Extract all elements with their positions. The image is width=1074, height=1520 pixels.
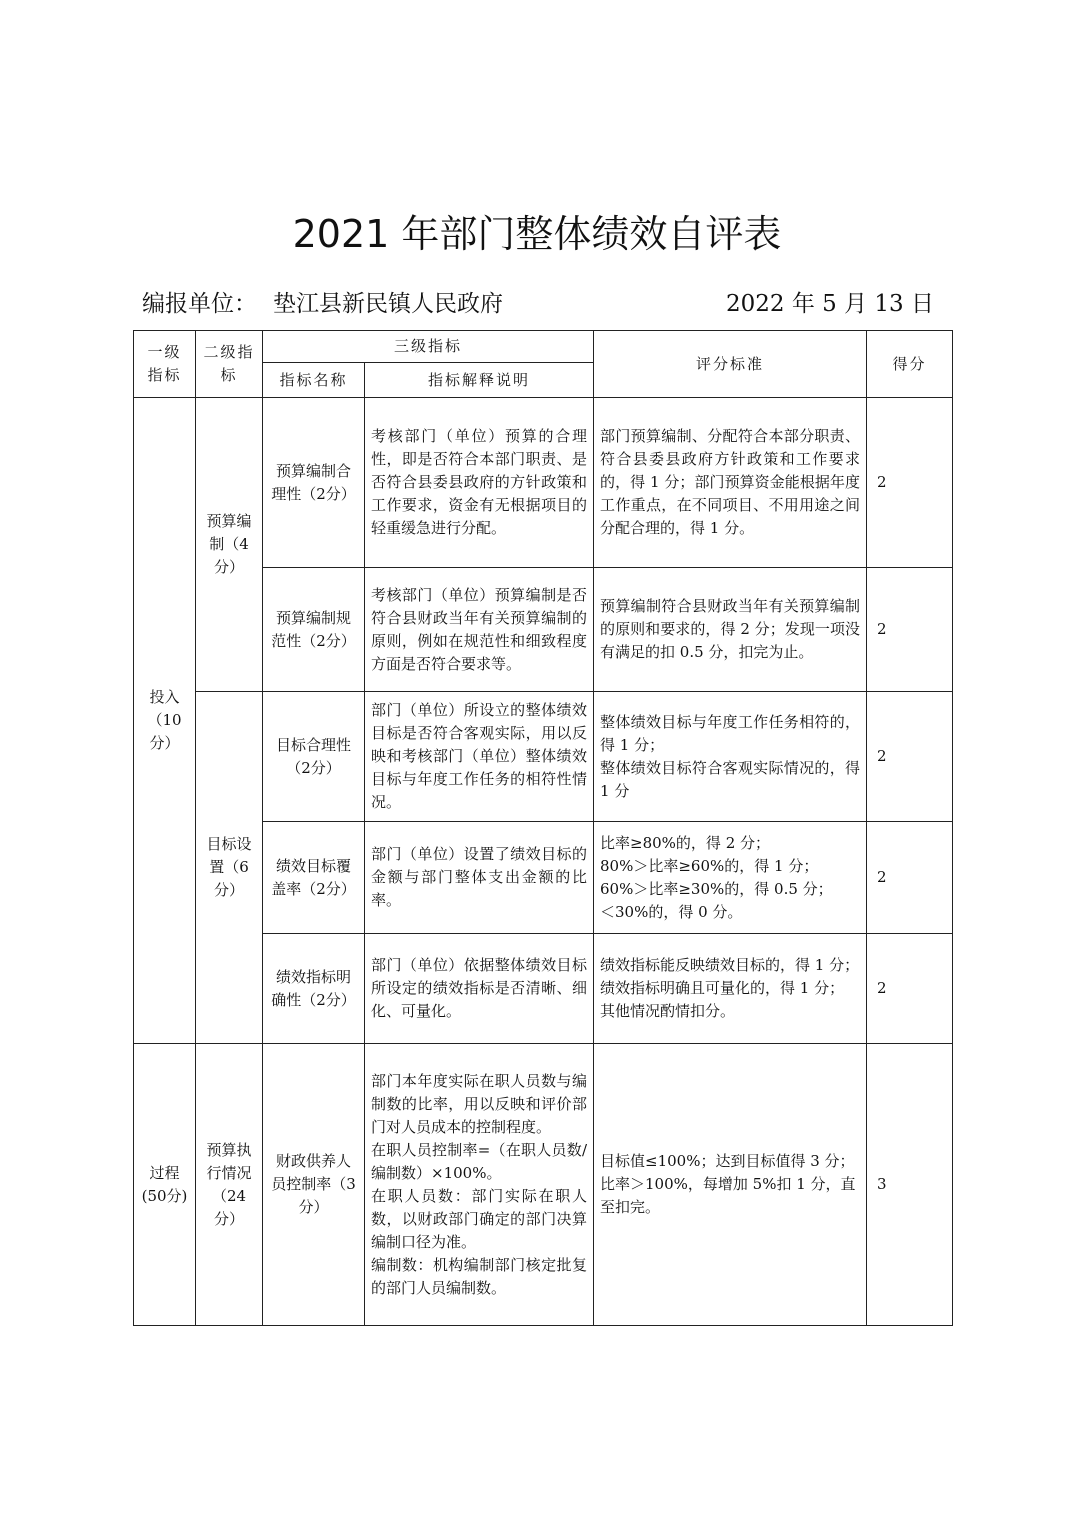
table-row [134, 1044, 953, 1326]
indicator-criteria: 比率≥80%的，得 2 分； 80%＞比率≥60%的，得 1 分； 60%＞比率≥30%的，得 0.5 分； ＜30%的，得 0 分。 [594, 822, 867, 934]
evaluation-table [133, 330, 953, 1326]
indicator-desc: 部门本年度实际在职人员数与编制数的比率，用以反映和评价部门对人员成本的控制程度。 在职人员控制率=（在职人员数/编制数）×100%。 在职人员数：部门实际在职人数，以财政部门确定的部门决算编制口径为准。 编制数：机构编制部门核定批复的部门人员编制数。 [365, 1044, 594, 1326]
indicator-desc: 部门（单位）所设立的整体绩效目标是否符合客观实际，用以反映和考核部门（单位）整体绩效目标与年度工作任务的相符性情况。 [365, 692, 594, 822]
subgroup-budget: 预算编制（4分） [196, 398, 263, 692]
indicator-name: 预算编制合理性（2分） [263, 398, 365, 568]
indicator-name: 财政供养人员控制率（3分） [263, 1044, 365, 1326]
indicator-name: 目标合理性（2分） [263, 692, 365, 822]
indicator-score: 3 [867, 1044, 953, 1326]
header-level3: 三级指标 [263, 331, 594, 363]
indicator-score: 2 [867, 568, 953, 692]
header-level1: 一级指标 [134, 331, 196, 398]
indicator-desc: 考核部门（单位）预算编制是否符合县财政当年有关预算编制的原则，例如在规范性和细致程度方面是否符合要求等。 [365, 568, 594, 692]
table-row [134, 692, 953, 822]
group-process: 过程(50分) [134, 1044, 196, 1326]
indicator-criteria: 整体绩效目标与年度工作任务相符的，得 1 分； 整体绩效目标符合客观实际情况的，得 1 分 [594, 692, 867, 822]
indicator-criteria: 部门预算编制、分配符合本部分职责、符合县委县政府方针政策和工作要求的，得 1 分；部门预算资金能根据年度工作重点，在不同项目、不用用途之间分配合理的，得 1 分。 [594, 398, 867, 568]
indicator-desc: 部门（单位）设置了绩效目标的金额与部门整体支出金额的比率。 [365, 822, 594, 934]
report-meta [142, 286, 942, 322]
header-row [134, 331, 953, 363]
indicator-criteria: 预算编制符合县财政当年有关预算编制的原则和要求的，得 2 分；发现一项没有满足的扣 0.5 分，扣完为止。 [594, 568, 867, 692]
indicator-name: 绩效目标覆盖率（2分） [263, 822, 365, 934]
indicator-criteria: 绩效指标能反映绩效目标的，得 1 分； 绩效指标明确且可量化的，得 1 分； 其他情况酌情扣分。 [594, 934, 867, 1044]
indicator-score: 2 [867, 934, 953, 1044]
indicator-desc: 部门（单位）依据整体绩效目标所设定的绩效指标是否清晰、细化、可量化。 [365, 934, 594, 1044]
header-level2: 二级指标 [196, 331, 263, 398]
subgroup-exec: 预算执行情况（24分） [196, 1044, 263, 1326]
page-title: 2021 年部门整体绩效自评表 [292, 212, 782, 256]
indicator-score: 2 [867, 398, 953, 568]
indicator-name: 预算编制规范性（2分） [263, 568, 365, 692]
indicator-score: 2 [867, 692, 953, 822]
header-score: 得分 [867, 331, 953, 398]
indicator-criteria: 目标值≤100%；达到目标值得 3 分； 比率＞100%，每增加 5%扣 1 分，直至扣完。 [594, 1044, 867, 1326]
subgroup-target: 目标设置（6分） [196, 692, 263, 1044]
indicator-name: 绩效指标明确性（2分） [263, 934, 365, 1044]
unit-label: 编报单位： [142, 291, 257, 317]
header-name: 指标名称 [263, 363, 365, 398]
group-input: 投入（10分） [134, 398, 196, 1044]
header-desc: 指标解释说明 [365, 363, 594, 398]
report-date: 2022 年 5 月 13 日 [726, 291, 934, 317]
unit-value: 垫江县新民镇人民政府 [273, 291, 503, 317]
header-criteria: 评分标准 [594, 331, 867, 398]
indicator-score: 2 [867, 822, 953, 934]
indicator-desc: 考核部门（单位）预算的合理性，即是否符合本部门职责、是否符合县委县政府的方针政策和工作要求，资金有无根据项目的轻重缓急进行分配。 [365, 398, 594, 568]
table-row [134, 398, 953, 568]
